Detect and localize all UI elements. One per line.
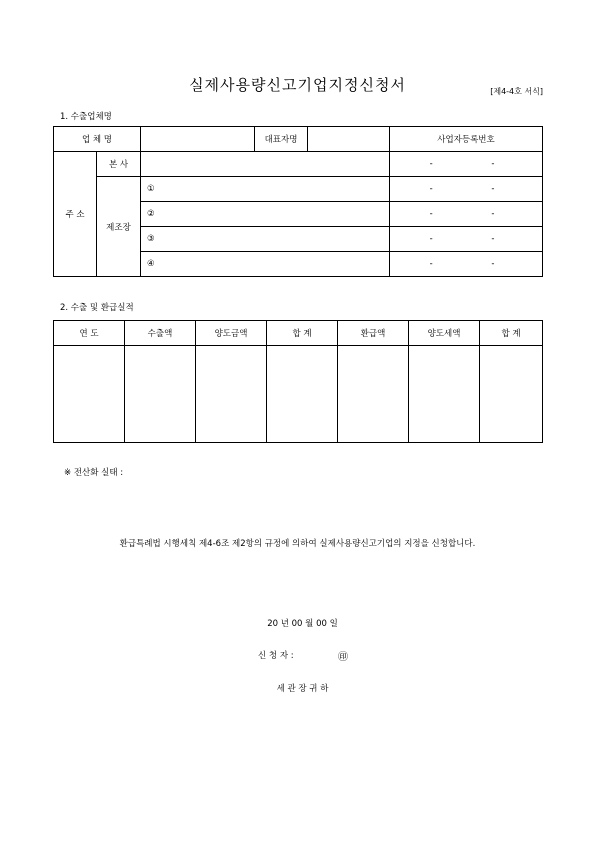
factory-1-address-cell[interactable]: ①	[141, 177, 390, 202]
head-office-label: 본 사	[97, 152, 141, 177]
refund-amount-cell[interactable]	[338, 346, 409, 443]
head-office-bizno-cell[interactable]: - -	[390, 152, 543, 177]
transfer-amount-cell[interactable]	[196, 346, 267, 443]
document-title: 실제사용량신고기업지정신청서	[189, 76, 406, 94]
head-office-address-cell[interactable]	[141, 152, 390, 177]
header-transfer-tax: 양도세액	[409, 321, 480, 346]
export-amount-cell[interactable]	[125, 346, 196, 443]
application-statement: 환급특례법 시행세칙 제4-6조 제2항의 규정에 의하여 실제사용량신고기업의 지정을 신청합니다.	[119, 539, 476, 549]
header-refund-amount: 환급액	[338, 321, 409, 346]
factory-label: 제조장	[97, 177, 141, 277]
header-year: 연 도	[54, 321, 125, 346]
recipient: 세 관 장 귀 하	[276, 684, 329, 694]
seal-mark: ㊞	[338, 652, 348, 663]
transfer-tax-cell[interactable]	[409, 346, 480, 443]
section2-heading: 2. 수출 및 환급실적	[60, 303, 134, 313]
section1-heading: 1. 수출업체명	[60, 112, 112, 122]
factory-3-address-cell[interactable]: ③	[141, 227, 390, 252]
form-number: [제4-4호 서식]	[490, 87, 543, 96]
representative-label: 대표자명	[255, 127, 308, 152]
factory-1-bizno-cell[interactable]: - -	[390, 177, 543, 202]
company-value-cell[interactable]	[141, 127, 255, 152]
header-export-amount: 수출액	[125, 321, 196, 346]
header-transfer-amount: 양도금액	[196, 321, 267, 346]
company-label: 업 체 명	[54, 127, 141, 152]
factory-4-bizno-cell[interactable]: - -	[390, 252, 543, 277]
business-number-label: 사업자등록번호	[390, 127, 543, 152]
factory-4-address-cell[interactable]: ④	[141, 252, 390, 277]
date-line: 20 년 00 월 00 일	[267, 619, 338, 629]
factory-2-bizno-cell[interactable]: - -	[390, 202, 543, 227]
exporter-table	[53, 126, 543, 277]
factory-2-address-cell[interactable]: ②	[141, 202, 390, 227]
factory-3-bizno-cell[interactable]: - -	[390, 227, 543, 252]
address-label: 주 소	[54, 152, 97, 277]
year-cell[interactable]	[54, 346, 125, 443]
total-2-cell[interactable]	[480, 346, 543, 443]
applicant-label: 신 청 자 :	[258, 651, 294, 661]
results-table	[53, 320, 543, 443]
representative-value-cell[interactable]	[308, 127, 390, 152]
header-total-2: 합 계	[480, 321, 543, 346]
computerization-note: ※ 전산화 실태 :	[64, 468, 124, 478]
header-total-1: 합 계	[267, 321, 338, 346]
total-1-cell[interactable]	[267, 346, 338, 443]
